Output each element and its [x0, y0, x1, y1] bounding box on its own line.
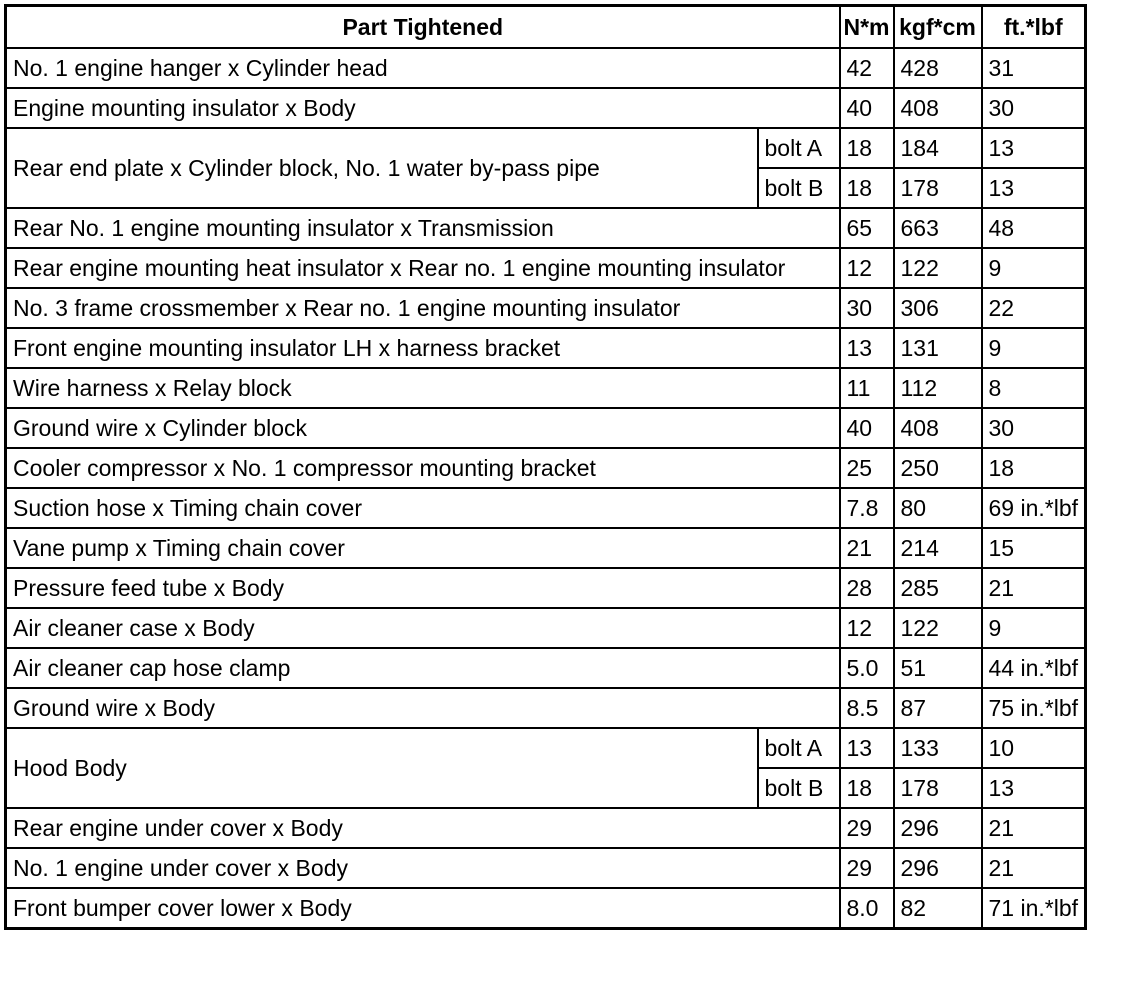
nm-cell: 13	[840, 728, 894, 768]
table-row	[6, 208, 1086, 248]
nm-cell: 65	[840, 208, 894, 248]
part-cell: Rear end plate x Cylinder block, No. 1 water by-pass pipe	[6, 128, 758, 208]
part-cell: Rear No. 1 engine mounting insulator x Transmission	[6, 208, 840, 248]
kgf-cell: 133	[894, 728, 982, 768]
kgf-cell: 80	[894, 488, 982, 528]
table-row	[6, 728, 1086, 768]
bolt-cell: bolt A	[758, 728, 840, 768]
kgf-cell: 296	[894, 808, 982, 848]
nm-cell: 8.5	[840, 688, 894, 728]
kgf-cell: 178	[894, 168, 982, 208]
ft-cell: 30	[982, 408, 1086, 448]
part-cell: Cooler compressor x No. 1 compressor mounting bracket	[6, 448, 840, 488]
nm-cell: 13	[840, 328, 894, 368]
nm-cell: 21	[840, 528, 894, 568]
ft-cell: 9	[982, 328, 1086, 368]
table-row	[6, 128, 1086, 168]
ft-cell: 30	[982, 88, 1086, 128]
header-ft-lbf: ft.*lbf	[982, 6, 1086, 49]
bolt-cell: bolt B	[758, 168, 840, 208]
ft-cell: 13	[982, 768, 1086, 808]
table-row	[6, 848, 1086, 888]
nm-cell: 40	[840, 408, 894, 448]
table-row	[6, 368, 1086, 408]
kgf-cell: 306	[894, 288, 982, 328]
part-cell: Ground wire x Body	[6, 688, 840, 728]
nm-cell: 12	[840, 608, 894, 648]
ft-cell: 48	[982, 208, 1086, 248]
part-cell: Suction hose x Timing chain cover	[6, 488, 840, 528]
nm-cell: 30	[840, 288, 894, 328]
part-cell: Engine mounting insulator x Body	[6, 88, 840, 128]
kgf-cell: 285	[894, 568, 982, 608]
kgf-cell: 122	[894, 608, 982, 648]
ft-cell: 18	[982, 448, 1086, 488]
kgf-cell: 250	[894, 448, 982, 488]
nm-cell: 29	[840, 848, 894, 888]
kgf-cell: 122	[894, 248, 982, 288]
bolt-cell: bolt A	[758, 128, 840, 168]
ft-cell: 21	[982, 808, 1086, 848]
table-row	[6, 608, 1086, 648]
table-row	[6, 48, 1086, 88]
part-cell: Rear engine under cover x Body	[6, 808, 840, 848]
part-cell: Hood Body	[6, 728, 758, 808]
header-kgf-cm: kgf*cm	[894, 6, 982, 49]
table-row	[6, 688, 1086, 728]
part-cell: No. 1 engine hanger x Cylinder head	[6, 48, 840, 88]
torque-spec-table	[4, 4, 1087, 930]
nm-cell: 40	[840, 88, 894, 128]
kgf-cell: 87	[894, 688, 982, 728]
ft-cell: 13	[982, 128, 1086, 168]
part-cell: Rear engine mounting heat insulator x Rear no. 1 engine mounting insulator	[6, 248, 840, 288]
nm-cell: 28	[840, 568, 894, 608]
kgf-cell: 178	[894, 768, 982, 808]
ft-cell: 75 in.*lbf	[982, 688, 1086, 728]
table-row	[6, 808, 1086, 848]
nm-cell: 42	[840, 48, 894, 88]
ft-cell: 21	[982, 848, 1086, 888]
table-row	[6, 448, 1086, 488]
ft-cell: 31	[982, 48, 1086, 88]
table-row	[6, 408, 1086, 448]
kgf-cell: 51	[894, 648, 982, 688]
table-row	[6, 328, 1086, 368]
ft-cell: 44 in.*lbf	[982, 648, 1086, 688]
nm-cell: 18	[840, 168, 894, 208]
part-cell: Front bumper cover lower x Body	[6, 888, 840, 929]
kgf-cell: 184	[894, 128, 982, 168]
nm-cell: 7.8	[840, 488, 894, 528]
kgf-cell: 82	[894, 888, 982, 929]
nm-cell: 25	[840, 448, 894, 488]
part-cell: Vane pump x Timing chain cover	[6, 528, 840, 568]
bolt-cell: bolt B	[758, 768, 840, 808]
nm-cell: 18	[840, 768, 894, 808]
table-body	[6, 48, 1086, 929]
header-row	[6, 6, 1086, 49]
ft-cell: 21	[982, 568, 1086, 608]
part-cell: Front engine mounting insulator LH x harness bracket	[6, 328, 840, 368]
table-row	[6, 568, 1086, 608]
part-cell: Air cleaner cap hose clamp	[6, 648, 840, 688]
kgf-cell: 112	[894, 368, 982, 408]
table-row	[6, 488, 1086, 528]
part-cell: Wire harness x Relay block	[6, 368, 840, 408]
nm-cell: 18	[840, 128, 894, 168]
part-cell: Ground wire x Cylinder block	[6, 408, 840, 448]
kgf-cell: 663	[894, 208, 982, 248]
kgf-cell: 428	[894, 48, 982, 88]
kgf-cell: 214	[894, 528, 982, 568]
ft-cell: 15	[982, 528, 1086, 568]
part-cell: Air cleaner case x Body	[6, 608, 840, 648]
part-cell: Pressure feed tube x Body	[6, 568, 840, 608]
ft-cell: 71 in.*lbf	[982, 888, 1086, 929]
table-row	[6, 288, 1086, 328]
kgf-cell: 408	[894, 408, 982, 448]
table-row	[6, 528, 1086, 568]
kgf-cell: 131	[894, 328, 982, 368]
nm-cell: 29	[840, 808, 894, 848]
ft-cell: 8	[982, 368, 1086, 408]
ft-cell: 10	[982, 728, 1086, 768]
ft-cell: 13	[982, 168, 1086, 208]
kgf-cell: 296	[894, 848, 982, 888]
header-part-tightened: Part Tightened	[6, 6, 840, 49]
table-row	[6, 88, 1086, 128]
header-nm: N*m	[840, 6, 894, 49]
nm-cell: 12	[840, 248, 894, 288]
ft-cell: 9	[982, 248, 1086, 288]
table-row	[6, 648, 1086, 688]
ft-cell: 9	[982, 608, 1086, 648]
kgf-cell: 408	[894, 88, 982, 128]
nm-cell: 11	[840, 368, 894, 408]
table-row	[6, 888, 1086, 929]
table-row	[6, 248, 1086, 288]
nm-cell: 5.0	[840, 648, 894, 688]
ft-cell: 22	[982, 288, 1086, 328]
ft-cell: 69 in.*lbf	[982, 488, 1086, 528]
part-cell: No. 3 frame crossmember x Rear no. 1 engine mounting insulator	[6, 288, 840, 328]
part-cell: No. 1 engine under cover x Body	[6, 848, 840, 888]
nm-cell: 8.0	[840, 888, 894, 929]
